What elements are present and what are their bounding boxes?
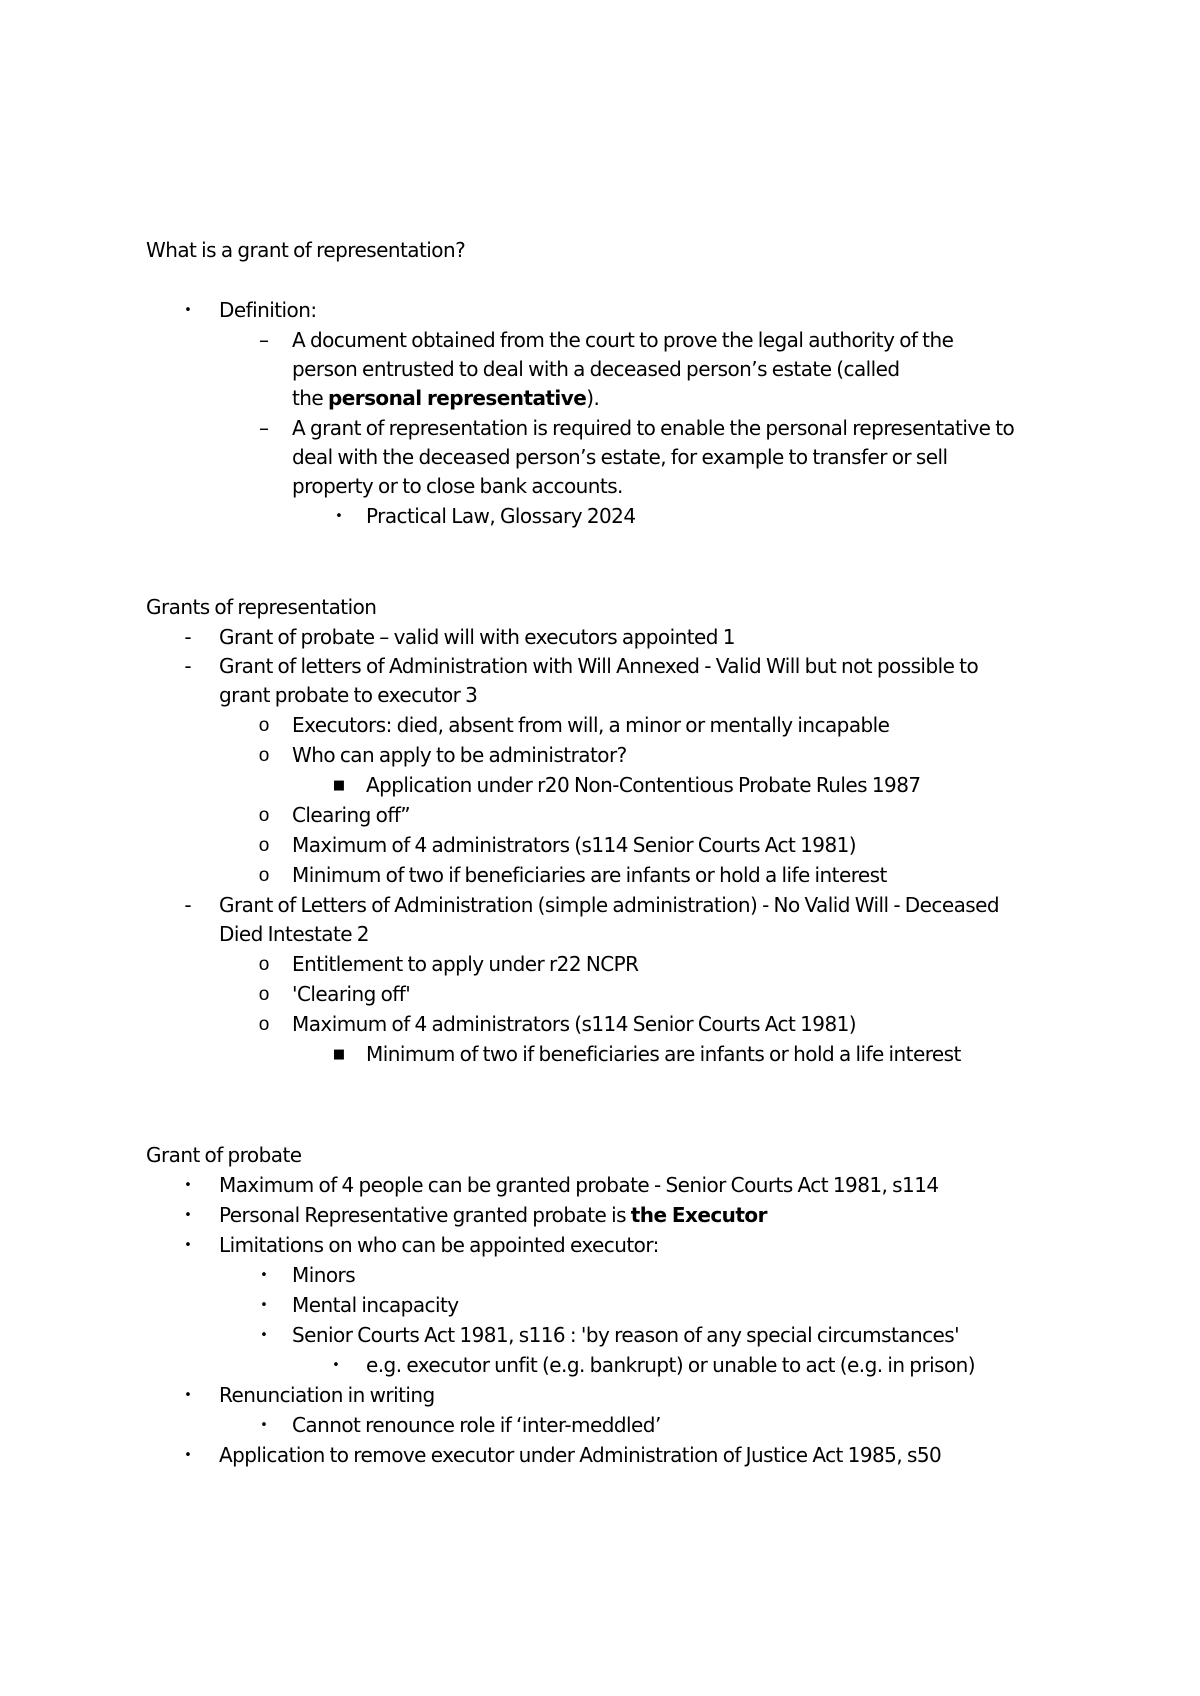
renunciation-item: Renunciation in writing [219, 1383, 435, 1407]
circle-bullet-icon: o [258, 805, 270, 826]
definition-label: Definition: [219, 298, 317, 322]
circle-bullet-icon: o [258, 715, 270, 736]
square-bullet-icon: ■ [332, 778, 346, 793]
limitation-point: Mental incapacity [292, 1293, 459, 1317]
will-annexed-point: Clearing off” [292, 803, 411, 827]
will-annexed-line-2: grant probate to executor 3 [219, 683, 478, 707]
square-bullet-icon: ■ [332, 1047, 346, 1062]
bullet-icon: • [260, 1268, 268, 1283]
will-annexed-point: Executors: died, absent from will, a minor or mentally incapable [292, 713, 890, 737]
will-annexed-sub-point: Application under r20 Non-Contentious Probate Rules 1987 [366, 773, 921, 797]
text-fragment: Personal Representative granted probate is [219, 1203, 631, 1227]
circle-bullet-icon: o [258, 865, 270, 886]
definition-item-2-line-3: property or to close bank accounts. [292, 474, 623, 498]
citation: Practical Law, Glossary 2024 [366, 504, 636, 528]
bullet-icon: • [184, 1388, 192, 1403]
bullet-icon: • [184, 1178, 192, 1193]
max-people-item: Maximum of 4 people can be granted probate - Senior Courts Act 1981, s114 [219, 1173, 939, 1197]
bullet-icon: • [260, 1298, 268, 1313]
text-fragment: ). [586, 386, 600, 410]
circle-bullet-icon: o [258, 745, 270, 766]
will-annexed-point: Who can apply to be administrator? [292, 743, 627, 767]
hyphen-icon: - [184, 893, 192, 917]
text-fragment: the [292, 386, 328, 410]
bullet-icon: • [260, 1328, 268, 1343]
will-annexed-line-1: Grant of letters of Administration with Will Annexed - Valid Will but not possible to [219, 654, 979, 678]
section-heading-grant-of-probate: Grant of probate [146, 1143, 302, 1167]
circle-bullet-icon: o [258, 984, 270, 1005]
executor-unfit-example: e.g. executor unfit (e.g. bankrupt) or unable to act (e.g. in prison) [366, 1353, 976, 1377]
limitation-point: Senior Courts Act 1981, s116 : 'by reason of any special circumstances' [292, 1323, 960, 1347]
simple-administration-point: Maximum of 4 administrators (s114 Senior Courts Act 1981) [292, 1012, 857, 1036]
definition-item-1-line-1: A document obtained from the court to prove the legal authority of the [292, 328, 954, 352]
simple-administration-point: Entitlement to apply under r22 NCPR [292, 952, 639, 976]
will-annexed-point: Maximum of 4 administrators (s114 Senior Courts Act 1981) [292, 833, 857, 857]
section-heading-grants-of-representation: Grants of representation [146, 595, 377, 619]
bullet-icon: • [184, 1238, 192, 1253]
will-annexed-point: Minimum of two if beneficiaries are infants or hold a life interest [292, 863, 887, 887]
definition-item-2-line-1: A grant of representation is required to enable the personal representative to [292, 416, 1015, 440]
executor-term: the Executor [630, 1203, 767, 1227]
simple-administration-sub-point: Minimum of two if beneficiaries are infants or hold a life interest [366, 1042, 961, 1066]
bullet-icon: • [184, 1448, 192, 1463]
simple-administration-point: 'Clearing off' [292, 982, 411, 1006]
removal-item: Application to remove executor under Administration of Justice Act 1985, s50 [219, 1443, 942, 1467]
circle-bullet-icon: o [258, 835, 270, 856]
cannot-renounce-point: Cannot renounce role if ‘inter-meddled’ [292, 1413, 661, 1437]
bullet-icon: • [184, 1208, 192, 1223]
definition-item-1-line-2: person entrusted to deal with a deceased person’s estate (called [292, 357, 900, 381]
dash-icon: – [259, 328, 269, 352]
section-heading-grant-of-representation: What is a grant of representation? [146, 238, 466, 262]
grant-of-probate-item: Grant of probate – valid will with executors appointed 1 [219, 625, 735, 649]
dash-icon: – [259, 416, 269, 440]
definition-item-1-line-3 [292, 384, 599, 413]
circle-bullet-icon: o [258, 954, 270, 975]
definition-item-2-line-2: deal with the deceased person’s estate, for example to transfer or sell [292, 445, 948, 469]
hyphen-icon: - [184, 625, 192, 649]
hyphen-icon: - [184, 654, 192, 678]
circle-bullet-icon: o [258, 1014, 270, 1035]
personal-representative-term: personal representative [327, 386, 587, 410]
limitations-item: Limitations on who can be appointed executor: [219, 1233, 659, 1257]
simple-administration-line-1: Grant of Letters of Administration (simple administration) - No Valid Will - Deceased [219, 893, 1000, 917]
limitation-point: Minors [292, 1263, 356, 1287]
bullet-icon: • [260, 1418, 268, 1433]
bullet-icon: • [335, 509, 343, 524]
simple-administration-line-2: Died Intestate 2 [219, 922, 369, 946]
bullet-icon: • [332, 1358, 340, 1373]
personal-representative-item [219, 1201, 767, 1230]
bullet-icon: • [184, 303, 192, 318]
